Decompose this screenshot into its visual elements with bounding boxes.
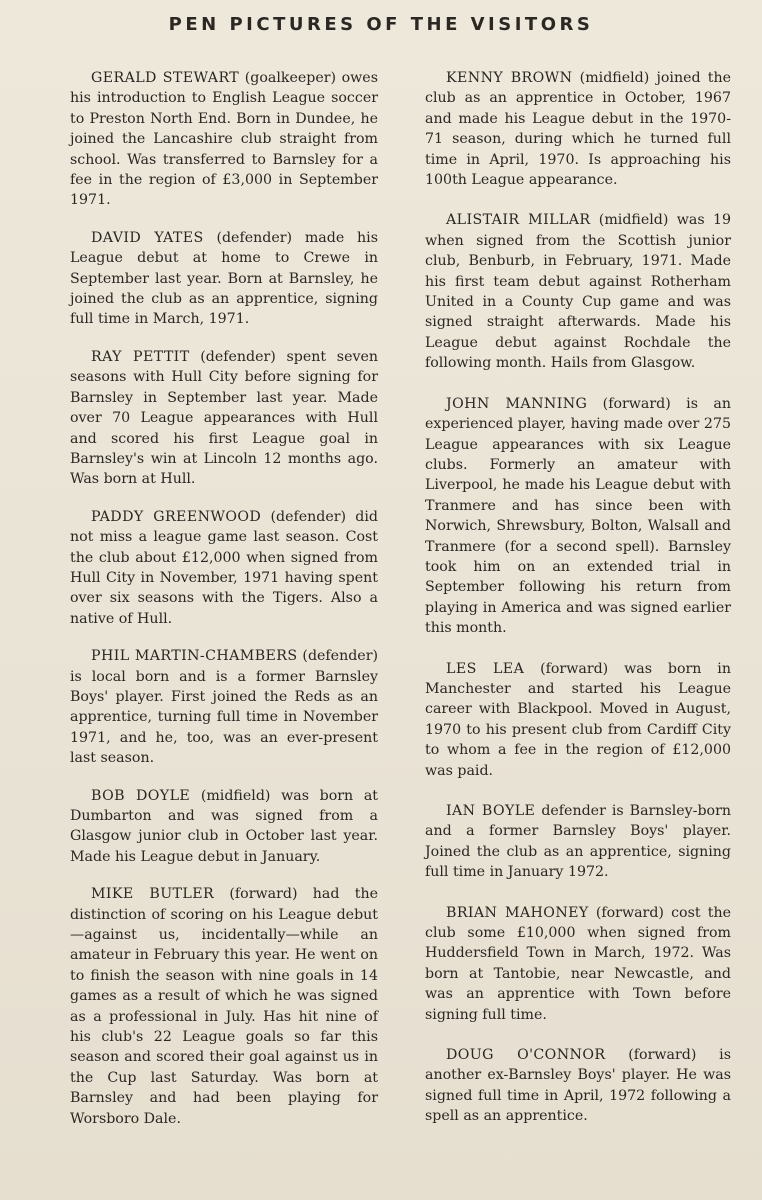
player-description: (goalkeeper) owes his introduction to English League soccer to Preston North End. Born in Dundee, he joined the Lancashire club straight from school. Was transferred to Barnsley for a fee in the region of £3,000 in September 1971. [70, 70, 378, 209]
player-description: (defender) spent seven seasons with Hull City before signing for Barnsley in September last year. Made over 70 League appearances with Hull and scored his first League goal in Barnsley's win at Lincoln 12 months ago. Was born at Hull. [70, 348, 379, 488]
player-bio [70, 786, 378, 868]
player-bio [70, 507, 378, 629]
player-description: (defender) is local born and is a former Barnsley Boys' player. First joined the Reds as an apprentice, turning full time in November 1971, and he, too, was an ever-present last season. [70, 648, 379, 767]
player-description: defender is Barnsley-born and a former Barnsley Boys' player. Joined the club as an apprentice, signing full time in January 1972. [425, 803, 732, 881]
player-name: KENNY BROWN [446, 70, 573, 86]
player-name: DOUG O'CONNOR [446, 1047, 606, 1064]
player-description: (forward) is an experienced player, having made over 275 League appearances with six League clubs. Formerly an amateur with Liverpool, he made his League debut with Tranmere and has since been with Norwich, Shrewsbury, Bolton, Walsall and Tranmere (for a second spell). Barnsley took him on an extended trial in September following his return from playing in America and was signed earlier this month. [425, 395, 731, 637]
player-name: IAN BOYLE [446, 803, 536, 819]
player-bio [70, 646, 378, 768]
player-bio [70, 884, 378, 1129]
player-description: (forward) had the distinction of scoring on his League debut —against us, incidentally—while an amateur in February this year. He went on to finish the season with nine goals in 14 games as a result of which he was signed as a professional in July. Has hit nine of his club's 22 League goals so far this season and scored their goal against us in the Cup last Saturday. Was born at Barnsley and had been playing for Worsboro Dale. [70, 886, 378, 1127]
player-bio [425, 801, 731, 883]
player-bio [425, 210, 731, 373]
player-name: MIKE BUTLER [91, 886, 215, 903]
player-name: ALISTAIR MILLAR [446, 212, 591, 229]
player-bio [70, 228, 378, 330]
player-bio [70, 68, 378, 211]
player-bio [425, 903, 731, 1025]
player-name: PHIL MARTIN-CHAMBERS [91, 648, 298, 665]
player-description: (midfield) joined the club as an apprentice in October, 1967 and made his League debut in the 1970-71 season, during which he turned full time in April, 1970. Is approaching his 100th League appearance. [425, 70, 731, 189]
player-description: (defender) did not miss a league game last season. Cost the club about £12,000 when signed from Hull City in November, 1971 having spent over six seasons with the Tigers. Also a native of Hull. [70, 508, 379, 627]
player-description: (forward) cost the club some £10,000 when signed from Huddersfield Town in March, 1972. Was born at Tantobie, near Newcastle, and was an apprentice with Town before signing full time. [425, 904, 731, 1023]
player-bio [425, 394, 731, 639]
player-description: (defender) made his League debut at home to Crewe in September last year. Born at Barnsley, he joined the club as an apprentice, signing full time in March, 1971. [70, 229, 378, 328]
player-bio [425, 1045, 731, 1127]
player-name: PADDY GREENWOOD [91, 508, 262, 525]
player-name: RAY PETTIT [91, 348, 190, 365]
player-description: (forward) is another ex-Barnsley Boys' player. He was signed full time in April, 1972 following a spell as an apprentice. [425, 1047, 731, 1125]
player-bio [425, 659, 731, 781]
right-column [425, 68, 731, 1147]
left-column [70, 68, 378, 1146]
page-title: PEN PICTURES OF THE VISITORS [168, 14, 594, 35]
player-name: BRIAN MAHONEY [446, 904, 589, 921]
player-description: (midfield) was 19 when signed from the Scottish junior club, Benburb, in February, 1971. Made his first team debut against Rotherham United in a County Cup game and was signed straight afterwards. Made his League debut against Rochdale the following month. Hails from Glasgow. [425, 212, 732, 372]
player-name: GERALD STEWART [91, 70, 240, 86]
player-name: BOB DOYLE [91, 787, 191, 804]
player-name: JOHN MANNING [446, 395, 588, 412]
player-bio [425, 68, 731, 190]
player-bio [70, 347, 378, 490]
player-description: (midfield) was born at Dumbarton and was signed from a Glasgow junior club in October last year. Made his League debut in January. [70, 787, 378, 865]
player-name: DAVID YATES [91, 229, 204, 246]
player-name: LES LEA [446, 660, 525, 677]
player-description: (forward) was born in Manchester and started his League career with Blackpool. Moved in August, 1970 to his present club from Cardiff City to whom a fee in the region of £12,000 was paid. [425, 660, 731, 779]
